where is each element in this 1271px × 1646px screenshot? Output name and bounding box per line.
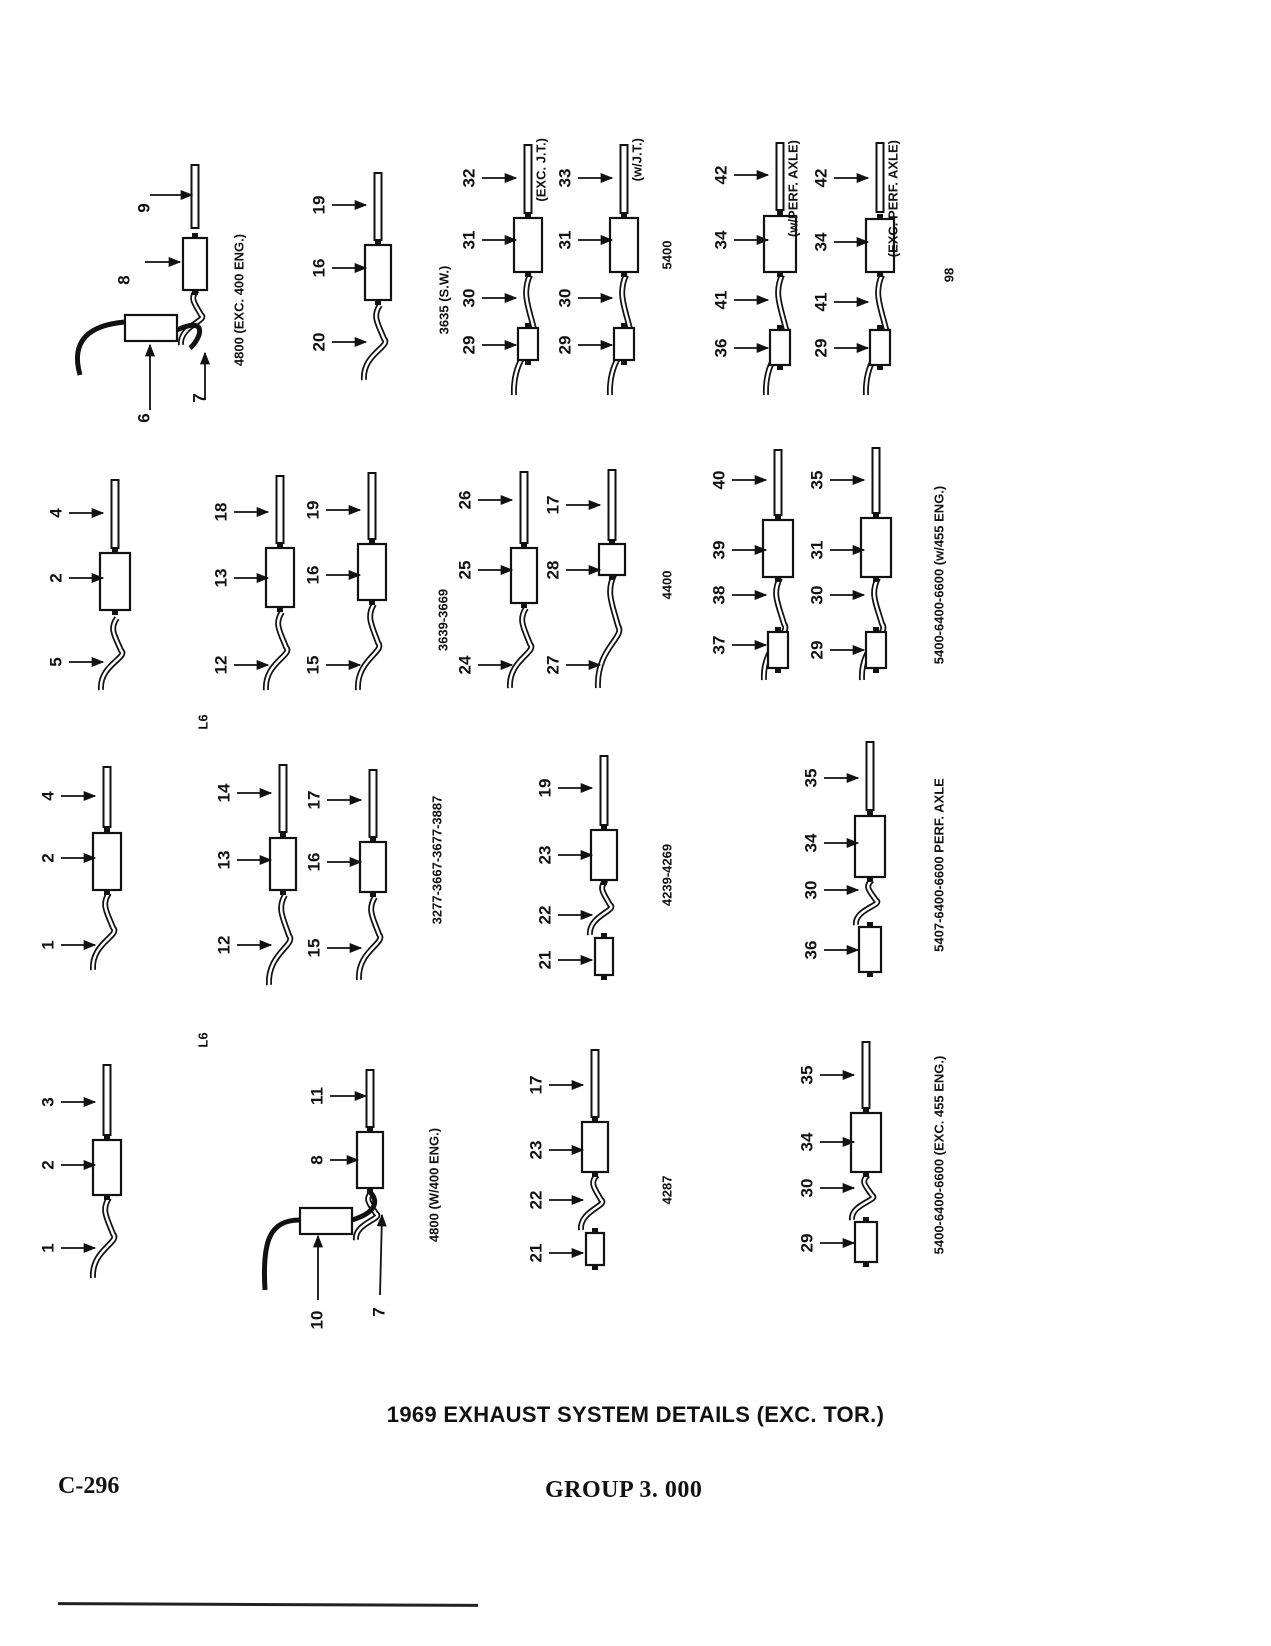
group-5-note: (w/J.T.) — [629, 138, 645, 182]
group-1-label-9: 9 — [134, 203, 154, 213]
group-4-note: (EXC. J.T.) — [533, 138, 549, 202]
group-15-label-29: 29 — [807, 640, 827, 660]
group-21-part-2 — [93, 1140, 121, 1195]
group-22-part-3 — [367, 1070, 374, 1127]
group-24-part-3 — [851, 1113, 881, 1172]
group-22-label-7: 7 — [369, 1307, 389, 1317]
group-13-part-1 — [598, 575, 619, 688]
group-17-label-12: 12 — [214, 935, 234, 955]
group-16-label-1: 1 — [38, 940, 58, 950]
group-14-label-39: 39 — [709, 540, 729, 560]
group-12-label-26: 26 — [455, 490, 475, 510]
group-9-caption: L6 — [195, 714, 211, 730]
group-1-caption: 4800 (EXC. 400 ENG.) — [231, 233, 247, 367]
group-22-label-10: 10 — [307, 1310, 327, 1330]
group-9-label-2: 2 — [46, 573, 66, 583]
group-8-label-41: 41 — [811, 292, 831, 312]
group-15-label-31: 31 — [807, 540, 827, 560]
group-5-label-29: 29 — [555, 335, 575, 355]
group-4-label-32: 32 — [459, 168, 479, 188]
group-14-part-3 — [763, 520, 793, 577]
group-12-part-3 — [521, 472, 528, 543]
group-2-label-19: 19 — [309, 195, 329, 215]
group-10-label-12: 12 — [211, 655, 231, 675]
group-8-label-29: 29 — [811, 338, 831, 358]
group-13-caption: 4400 — [659, 570, 675, 600]
group-label: GROUP 3. 000 — [545, 1477, 703, 1503]
group-18-label-16: 16 — [304, 852, 324, 872]
group-3-caption: 3635 (S.W.) — [436, 265, 452, 335]
group-7-label-42: 42 — [711, 165, 731, 185]
group-10-part-1 — [266, 612, 287, 690]
group-11-caption: 3639-3669 — [435, 588, 451, 652]
group-21-part-1 — [93, 1198, 114, 1278]
group-1-label-7: 7 — [189, 393, 209, 403]
group-16-part-3 — [104, 767, 111, 827]
group-12-part-1 — [510, 608, 531, 688]
page-number: C-296 — [58, 1473, 120, 1499]
group-22-part-2 — [357, 1132, 383, 1188]
group-9-label-4: 4 — [46, 508, 66, 518]
group-16-caption: L6 — [195, 1032, 211, 1048]
group-4-part-3 — [514, 218, 542, 272]
group-9-label-5: 5 — [46, 657, 66, 667]
group-8-label-42: 42 — [811, 168, 831, 188]
group-23-part-4 — [592, 1050, 599, 1117]
group-21-label-3: 3 — [38, 1097, 58, 1107]
group-21-label-2: 2 — [38, 1160, 58, 1170]
group-17-part-3 — [280, 765, 287, 832]
group-8-part-2 — [870, 330, 890, 365]
group-23-label-21: 21 — [526, 1243, 546, 1263]
group-8-label-34: 34 — [811, 232, 831, 252]
group-7-label-41: 41 — [711, 290, 731, 310]
group-14-label-37: 37 — [709, 635, 729, 655]
group-14-label-40: 40 — [709, 470, 729, 490]
group-7-label-34: 34 — [711, 230, 731, 250]
group-22-label-11: 11 — [307, 1087, 327, 1105]
group-20-label-36: 36 — [801, 940, 821, 960]
group-23-label-17: 17 — [526, 1075, 546, 1095]
group-5-label-31: 31 — [555, 230, 575, 250]
group-2-part-1 — [364, 305, 385, 380]
group-12-label-25: 25 — [455, 560, 475, 580]
group-20-caption: 5407-6400-6600 PERF. AXLE — [931, 778, 947, 952]
group-15-caption: 5400-6400-6600 (w/455 ENG.) — [931, 485, 947, 665]
group-24-caption: 5400-6400-6600 (EXC. 455 ENG.) — [931, 1055, 947, 1255]
group-15-label-35: 35 — [807, 470, 827, 490]
group-10-label-18: 18 — [211, 502, 231, 522]
group-4-label-29: 29 — [459, 335, 479, 355]
group-18-part-1 — [359, 897, 380, 980]
group-1-part-4 — [192, 165, 199, 228]
group-4-label-30: 30 — [459, 288, 479, 308]
group-11-label-19: 19 — [303, 500, 323, 520]
group-16-label-2: 2 — [38, 853, 58, 863]
group-13-part-2 — [599, 544, 625, 575]
group-23-label-23: 23 — [526, 1140, 546, 1160]
group-13-label-27: 27 — [543, 655, 563, 675]
group-23-label-22: 22 — [526, 1190, 546, 1210]
group-18-label-15: 15 — [304, 938, 324, 958]
group-23-part-1 — [586, 1233, 604, 1265]
group-19-label-23: 23 — [535, 845, 555, 865]
group-13-label-17: 17 — [543, 495, 563, 515]
group-16-part-2 — [93, 833, 121, 890]
group-5-label-33: 33 — [555, 168, 575, 188]
group-22-link-pipe — [352, 1192, 375, 1220]
group-22-resonator — [300, 1208, 352, 1234]
group-1-label-6: 6 — [134, 413, 154, 423]
group-4-label-31: 31 — [459, 230, 479, 250]
group-15-part-4 — [873, 448, 880, 513]
group-23-part-3 — [582, 1122, 608, 1172]
group-19-label-19: 19 — [535, 778, 555, 798]
group-16-label-4: 4 — [38, 791, 58, 801]
group-24-label-35: 35 — [797, 1065, 817, 1085]
group-11-part-3 — [369, 473, 376, 539]
group-17-label-13: 13 — [214, 850, 234, 870]
group-23-part-2 — [581, 1175, 602, 1230]
group-24-part-4 — [863, 1042, 870, 1108]
group-21-part-3 — [104, 1065, 111, 1135]
group-4-part-2 — [518, 328, 538, 360]
group-7-note: (w/PERF. AXLE) — [785, 140, 801, 238]
group-7-part-2 — [770, 330, 790, 365]
group-5-part-3 — [610, 218, 638, 272]
group-19-part-2 — [590, 880, 611, 935]
group-20-label-30: 30 — [801, 880, 821, 900]
group-5-part-2 — [614, 328, 634, 360]
group-7-label-36: 36 — [711, 338, 731, 358]
group-18-part-2 — [360, 842, 386, 892]
group-8-part-4 — [877, 143, 884, 212]
group-12-part-2 — [511, 548, 537, 603]
group-1-inlet-pipe — [77, 322, 125, 375]
group-23-caption: 4287 — [659, 1175, 675, 1205]
group-2-label-20: 20 — [309, 332, 329, 352]
group-20-part-4 — [867, 742, 874, 810]
group-15-part-3 — [861, 518, 891, 577]
group-2-part-3 — [375, 173, 382, 240]
group-18-caption: 3277-3667-3677-3887 — [429, 795, 445, 925]
group-18-part-3 — [370, 770, 377, 837]
group-2-label-16: 16 — [309, 258, 329, 278]
group-13-label-28: 28 — [543, 560, 563, 580]
group-10-label-13: 13 — [211, 568, 231, 588]
group-24-label-30: 30 — [797, 1178, 817, 1198]
group-24-part-1 — [855, 1222, 877, 1262]
group-8-caption: 98 — [941, 267, 957, 283]
group-19-part-3 — [591, 830, 617, 880]
group-11-label-15: 15 — [303, 655, 323, 675]
group-12-label-24: 24 — [455, 655, 475, 675]
group-20-part-1 — [859, 927, 881, 972]
group-20-label-34: 34 — [801, 833, 821, 853]
group-9-part-1 — [101, 618, 122, 690]
diagram-title: 1969 EXHAUST SYSTEM DETAILS (EXC. TOR.) — [386, 1402, 885, 1427]
group-18-label-17: 17 — [304, 790, 324, 810]
group-22-inlet-pipe — [264, 1220, 300, 1290]
group-24-label-29: 29 — [797, 1233, 817, 1253]
group-1-resonator — [125, 315, 177, 341]
group-9-part-3 — [112, 480, 119, 548]
group-2-part-2 — [365, 245, 391, 300]
group-17-part-1 — [269, 895, 290, 985]
group-9-part-2 — [100, 553, 130, 610]
group-14-label-38: 38 — [709, 585, 729, 605]
group-14-part-4 — [775, 450, 782, 515]
group-22-arrow-7 — [380, 1215, 382, 1295]
group-11-part-2 — [358, 544, 386, 600]
group-22-caption: 4800 (W/400 ENG.) — [426, 1127, 442, 1243]
group-10-part-3 — [277, 476, 284, 543]
group-19-label-22: 22 — [535, 905, 555, 925]
group-13-part-3 — [609, 470, 616, 540]
group-7-part-4 — [777, 143, 784, 210]
group-11-label-16: 16 — [303, 565, 323, 585]
group-5-part-4 — [621, 145, 628, 213]
group-20-part-2 — [856, 880, 877, 925]
group-10-part-2 — [266, 548, 294, 607]
group-19-part-1 — [595, 938, 613, 975]
group-4-part-4 — [525, 145, 532, 213]
group-6-caption: 5400 — [659, 240, 675, 270]
group-17-part-2 — [270, 838, 296, 890]
group-15-label-30: 30 — [807, 585, 827, 605]
group-19-part-4 — [601, 756, 608, 825]
group-24-label-34: 34 — [797, 1132, 817, 1152]
group-19-caption: 4239-4269 — [659, 843, 675, 907]
group-11-part-1 — [358, 604, 379, 690]
group-20-part-3 — [855, 816, 885, 877]
group-14-part-2 — [768, 632, 788, 668]
group-19-label-21: 21 — [535, 950, 555, 970]
group-17-label-14: 14 — [214, 783, 234, 803]
group-5-label-30: 30 — [555, 288, 575, 308]
group-16-part-1 — [93, 893, 114, 970]
group-8-note: (EXC. PERF. AXLE) — [885, 140, 901, 258]
group-24-part-2 — [852, 1175, 873, 1220]
group-22-label-8: 8 — [307, 1155, 327, 1165]
group-20-label-35: 35 — [801, 768, 821, 788]
group-1-part-3 — [183, 238, 207, 290]
group-1-label-8: 8 — [114, 275, 134, 285]
group-21-label-1: 1 — [38, 1243, 58, 1253]
group-15-part-2 — [866, 632, 886, 668]
